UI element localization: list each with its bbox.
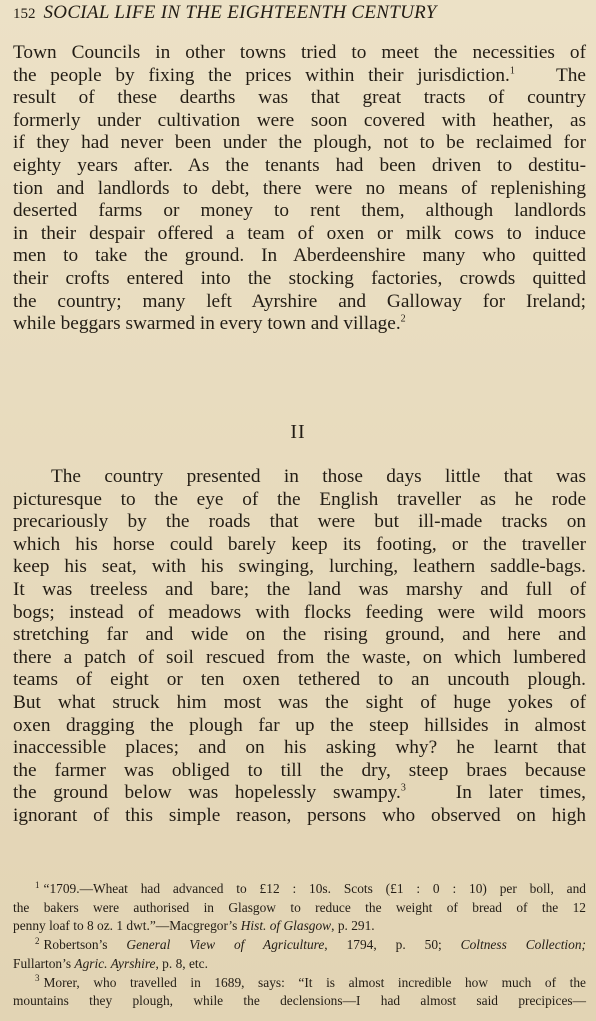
- text-line: ignorant of this simple reason, persons who observed on high: [13, 804, 586, 826]
- text-line: deserted farms or money to rent them, although landlords: [13, 200, 586, 222]
- text-line: in their despair offered a team of oxen or milk cows to induce: [13, 222, 586, 244]
- text-line: there a patch of soil rescued from the waste, on which lumbered: [13, 646, 586, 668]
- page-number: 152: [13, 6, 36, 22]
- text-line: while beggars swarmed in every town and village.$^2$: [13, 313, 406, 335]
- paragraph-2: [13, 466, 586, 828]
- text-line: their crofts entered into the stocking factories, crowds quitted: [13, 267, 586, 289]
- text-line: the farmer was obliged to till the dry, steep braes because: [13, 759, 586, 781]
- footnote-ref: 1: [509, 65, 515, 77]
- footnote-line: mountains they plough, while the declensions—I had almost said precipices—: [13, 993, 586, 1009]
- text-line: stretching far and wide on the rising ground, and here and: [13, 624, 586, 646]
- footnote-1: $^1$ “1709.—Wheat had advanced to £12 : 10s. Scots (£1 : 0 : 10) per boll, and: [35, 879, 586, 896]
- footnote-3: $^3$ Morer, who travelled in 1689, says: “It is almost incredible how much of the: [35, 973, 586, 990]
- footnote-line: the bakers were authorised in Glasgow to reduce the weight of bread of the 12: [13, 899, 586, 915]
- running-title: SOCIAL LIFE IN THE EIGHTEENTH CENTURY: [43, 2, 437, 23]
- text-line: precariously by the roads that were but ill-made tracks on: [13, 511, 586, 533]
- section-heading: II: [290, 421, 306, 443]
- footnote-line: Fullarton’s Agric. Ayrshire, p. 8, etc.: [13, 955, 208, 971]
- footnote-2: $^2$ Robertson’s General View of Agriculture, 1794, p. 50; Coltness Collection;: [35, 935, 586, 953]
- text-line: tion and landlords to debt, there were no means of replenishing: [13, 177, 586, 199]
- text-line: the people by fixing the prices within their jurisdiction.$^1$ The: [13, 64, 586, 86]
- text-line: oxen dragging the plough far up the steep hillsides in almost: [13, 714, 586, 736]
- text-line: Town Councils in other towns tried to meet the necessities of: [13, 42, 586, 63]
- footnote-line: penny loaf to 8 oz. 1 dwt.”—Macgregor’s Hist. of Glasgow, p. 291.: [13, 918, 375, 934]
- text-line: teams of eight or ten oxen tethered to an uncouth plough.: [13, 669, 586, 691]
- footnote-ref: 3: [400, 782, 406, 794]
- text-line: if they had never been under the plough, not to be reclaimed for: [13, 132, 586, 154]
- text-line: The country presented in those days little that was: [51, 466, 586, 487]
- text-line: formerly under cultivation were soon covered with heather, as: [13, 109, 586, 131]
- text-line: eighty years after. As the tenants had been driven to destitu-: [13, 154, 586, 176]
- text-line: But what struck him most was the sight of huge yokes of: [13, 691, 586, 713]
- text-line: picturesque to the eye of the English traveller as he rode: [13, 488, 586, 510]
- text-line: inaccessible places; and on his asking why? he learnt that: [13, 737, 586, 759]
- text-line: the ground below was hopelessly swampy.$^3$ In later times,: [13, 782, 586, 804]
- text-line: keep his seat, with his swinging, lurching, leathern saddle-bags.: [13, 556, 586, 578]
- text-line: the country; many left Ayrshire and Galloway for Ireland;: [13, 290, 586, 312]
- text-line: bogs; instead of meadows with flocks feeding were wild moors: [13, 601, 586, 623]
- text-line: It was treeless and bare; the land was marshy and full of: [13, 578, 586, 600]
- footnote-ref: 2: [400, 313, 406, 325]
- text-line: which his horse could barely keep its footing, or the traveller: [13, 533, 586, 555]
- footnotes: [13, 880, 586, 1011]
- text-line: men to take the ground. In Aberdeenshire many who quitted: [13, 245, 586, 267]
- paragraph-1: [13, 42, 586, 336]
- text-line: result of these dearths was that great tracts of country: [13, 87, 586, 109]
- running-header: [13, 2, 586, 28]
